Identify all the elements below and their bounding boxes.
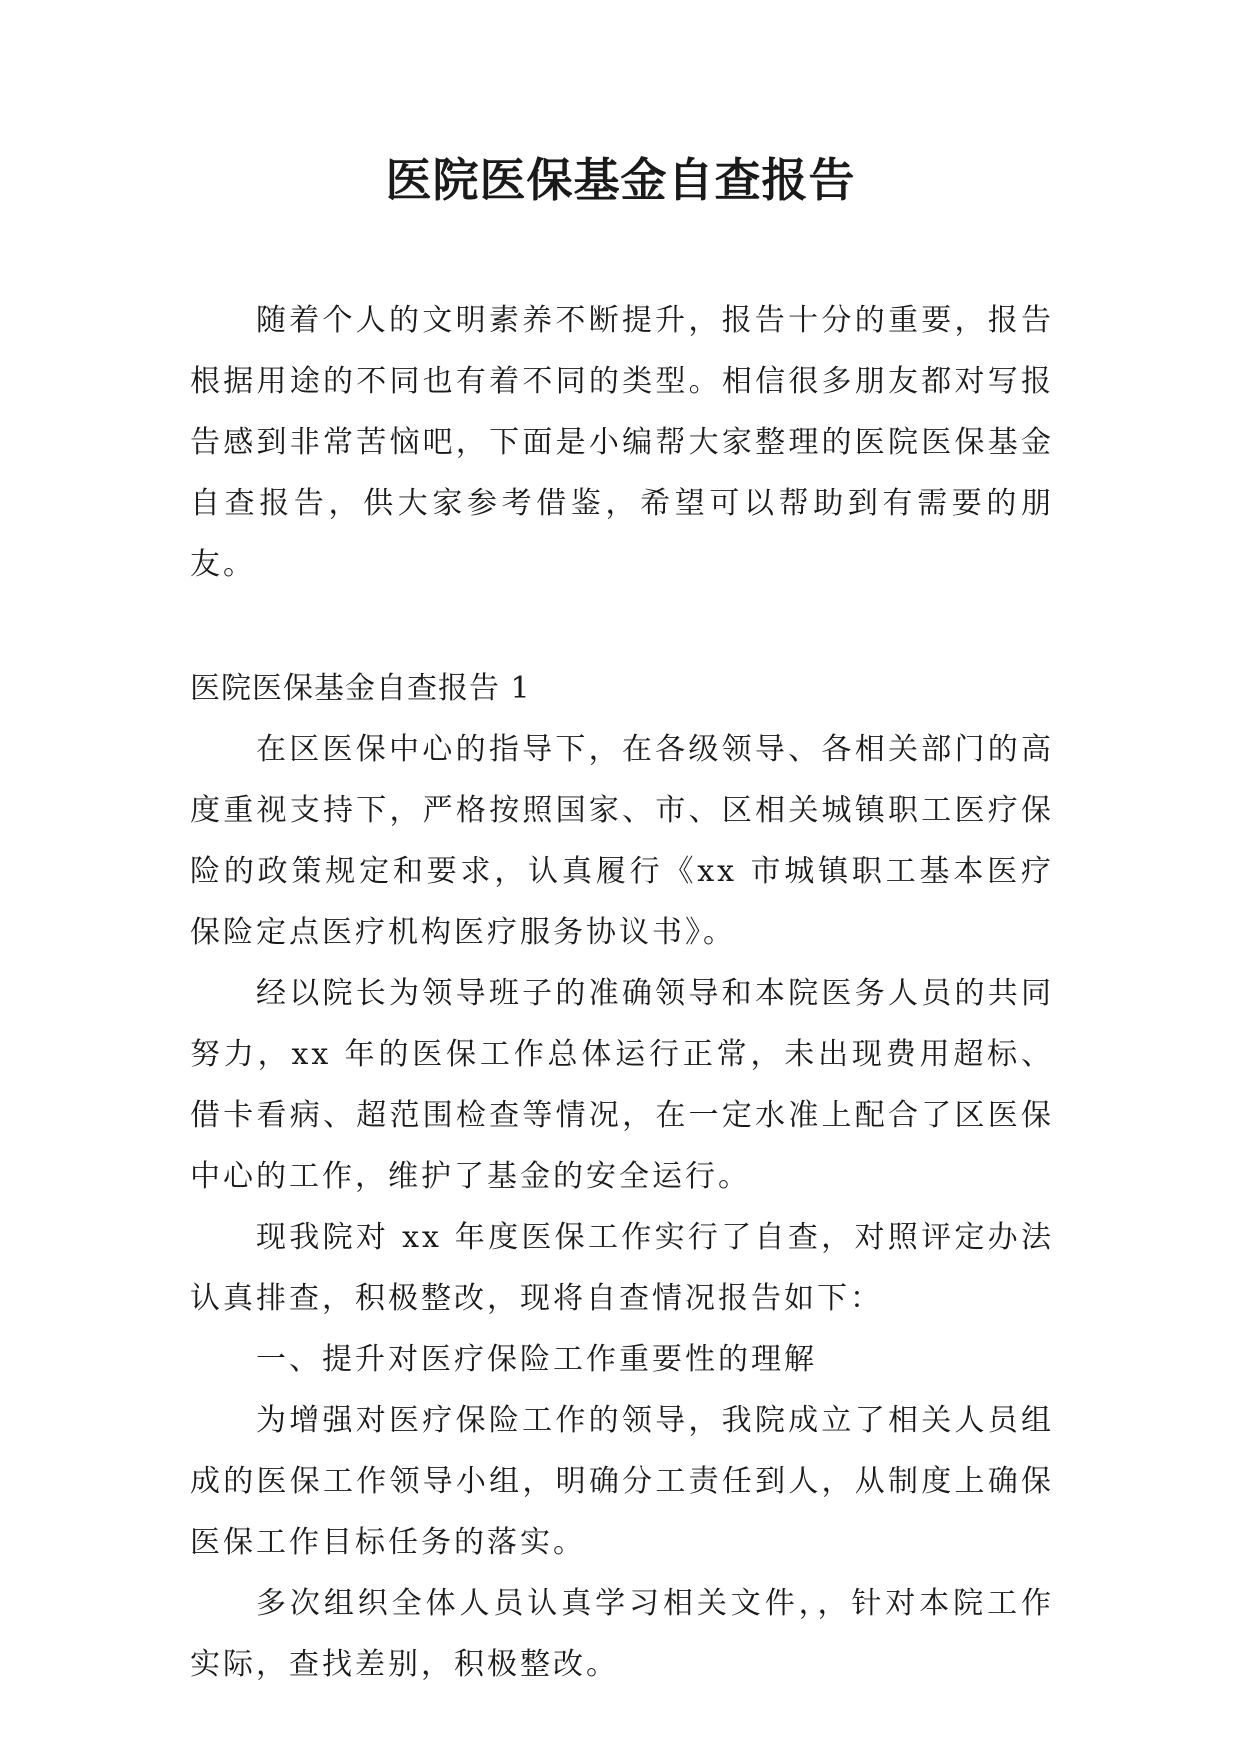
body-paragraph: 多次组织全体人员认真学习相关文件，，针对本院工作实际，查找差别，积极整改。 bbox=[190, 1586, 1054, 1682]
subsection-heading: 一、提升对医疗保险工作重要性的理解 bbox=[256, 1342, 817, 1377]
body-paragraph: 经以院长为领导班子的准确领导和本院医务人员的共同努力，xx 年的医保工作总体运行正常，未出现费用超标、借卡看病、超范围检查等情况，在一定水准上配合了区医保中心的工作，维护了基金的安全运行。 bbox=[190, 976, 1054, 1194]
document-title: 医院医保基金自查报告 bbox=[385, 153, 856, 207]
body-paragraph: 现我院对 xx 年度医保工作实行了自查，对照评定办法认真排查，积极整改，现将自查情况报告如下： bbox=[190, 1220, 1054, 1316]
section-heading: 医院医保基金自查报告 1 bbox=[190, 671, 531, 706]
intro-paragraph: 随着个人的文明素养不断提升，报告十分的重要，报告根据用途的不同也有着不同的类型。相信很多朋友都对写报告感到非常苦恼吧，下面是小编帮大家整理的医院医保基金自查报告，供大家参考借鉴，希望可以帮助到有需要的朋友。 bbox=[190, 303, 1054, 582]
body-paragraph: 在区医保中心的指导下，在各级领导、各相关部门的高度重视支持下，严格按照国家、市、区相关城镇职工医疗保险的政策规定和要求，认真履行《xx 市城镇职工基本医疗保险定点医疗机构医疗服务协议书》。 bbox=[190, 732, 1054, 950]
document-body bbox=[190, 290, 1054, 1695]
body-paragraph: 为增强对医疗保险工作的领导，我院成立了相关人员组成的医保工作领导小组，明确分工责任到人，从制度上确保医保工作目标任务的落实。 bbox=[190, 1403, 1054, 1560]
